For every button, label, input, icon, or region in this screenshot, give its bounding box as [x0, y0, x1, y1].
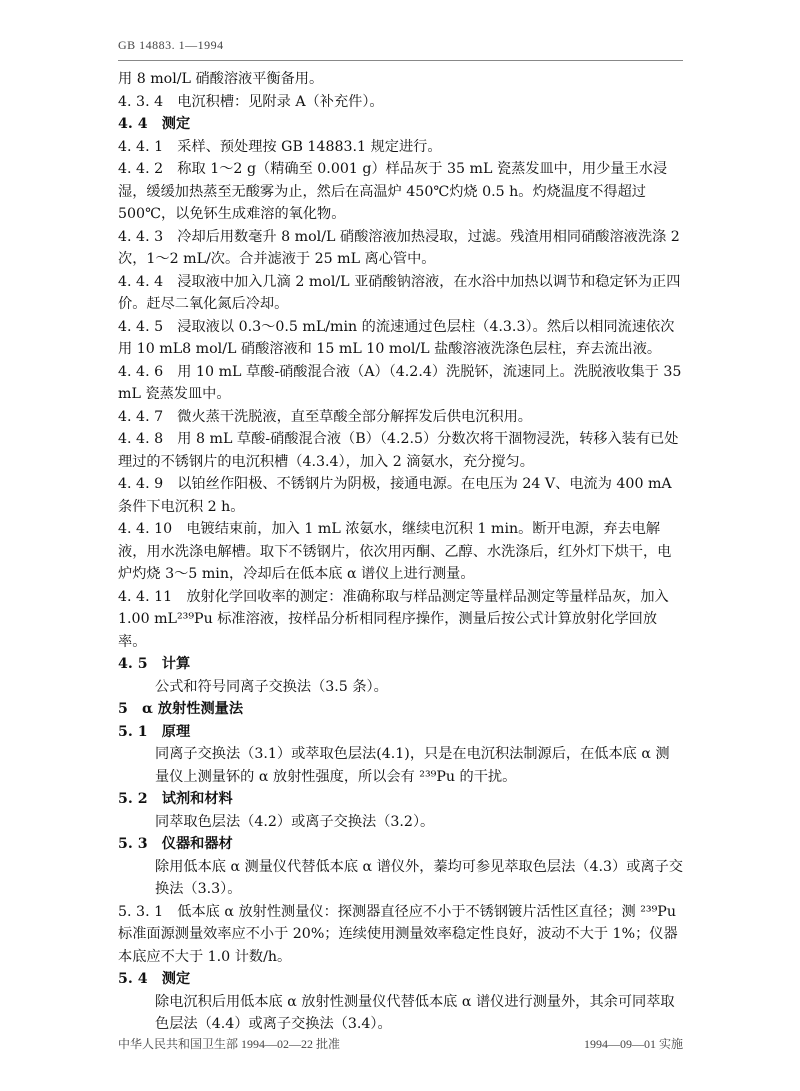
paragraph-line: 除用低本底 α 测量仪代替低本底 α 谱仪外，蓁均可参见萃取色层法（4.3）或离子交换法（3.3）。 [155, 858, 683, 897]
section-heading: 5 α 放射性测量法 [118, 701, 244, 717]
header-rule [118, 60, 683, 61]
section-heading: 5. 2 试剂和材料 [118, 791, 233, 807]
paragraph-line: 同离子交换法（3.1）或萃取色层法(4.1)，只是在电沉积法制源后，在低本底 α 测量仪上测量钚的 α 放射性强度，所以会有 ²³⁹Pu 的干扰。 [155, 746, 670, 785]
effective-date: 1994—09—01 实施 [583, 1037, 683, 1051]
document-body [118, 68, 683, 1036]
section-heading: 4. 5 计算 [118, 656, 191, 672]
clause-4-4-4: 4. 4. 4 浸取液中加入几滴 2 mol/L 亚硝酸钠溶液，在水浴中加热以调节和稳定钚为正四价。赶尽二氧化氮后冷却。 [118, 273, 681, 312]
section-heading: 5. 4 测定 [118, 971, 191, 987]
clause-4-4-5: 4. 4. 5 浸取液以 0.3～0.5 mL/min 的流速通过色层柱（4.3.3）。然后以相同流速依次用 10 mL8 mol/L 硝酸溶液和 15 mL 10 mol/L 盐酸溶液洗涤色层柱，弃去流出液。 [118, 318, 675, 357]
paragraph-line: 用 8 mol/L 硝酸溶液平衡备用。 [118, 71, 324, 87]
clause-4-4-8: 4. 4. 8 用 8 mL 草酸-硝酸混合液（B）（4.2.5）分数次将干涸物浸洗，转移入装有已处理过的不锈钢片的电沉积槽（4.3.4），加入 2 滴氨水，充分搅匀。 [118, 431, 679, 470]
paragraph-line: 除电沉积后用低本底 α 放射性测量仪代替低本底 α 谱仪进行测量外，其余可同萃取色层法（4.4）或离子交换法（3.4）。 [155, 993, 675, 1032]
clause-4-4-7: 4. 4. 7 微火蒸干洗脱液，直至草酸全部分解挥发后供电沉积用。 [118, 408, 532, 425]
paragraph-line: 同萃取色层法（4.2）或离子交换法（3.2）。 [155, 813, 435, 830]
clause-4-4-1: 4. 4. 1 采样、预处理按 GB 14883.1 规定进行。 [118, 138, 442, 155]
clause-4-4-3: 4. 4. 3 冷却后用数毫升 8 mol/L 硝酸溶液加热浸取，过滤。残渣用相同硝酸溶液洗涤 2 次，1～2 mL/次。合并滤液于 25 mL 离心管中。 [118, 228, 680, 267]
section-heading: 5. 3 仪器和器材 [118, 836, 233, 852]
section-heading: 5. 1 原理 [118, 723, 191, 740]
page-header: GB 14883. 1—1994 [118, 38, 224, 52]
clause-4-4-11: 4. 4. 11 放射化学回收率的测定：准确称取与样品测定等量样品测定等量样品灰，加入 1.00 mL²³⁹Pu 标准溶液，按样品分析相同程序操作，测量后按公式计算放射化学回放率。 [118, 588, 669, 650]
clause-4-4-10: 4. 4. 10 电镀结束前，加入 1 mL 浓氨水，继续电沉积 1 min。断开电源，弃去电解液，用水洗涤电解槽。取下不锈钢片，依次用丙酮、乙醇、水洗涤后，红外灯下烘干，电炉灼烧 3～5 min，冷却后在低本底 α 谱仪上进行测量。 [118, 521, 672, 582]
page-footer [118, 1035, 683, 1052]
clause-4-4-6: 4. 4. 6 用 10 mL 草酸-硝酸混合液（A）（4.2.4）洗脱钚，流速同上。洗脱液收集于 35 mL 瓷蒸发皿中。 [118, 363, 682, 402]
approval-date: 中华人民共和国卫生部 1994—02—22 批准 [118, 1037, 341, 1051]
clause-4-3-4: 4. 3. 4 电沉积槽：见附录 A（补充件）。 [118, 93, 384, 110]
clause-4-4-9: 4. 4. 9 以铂丝作阳极、不锈钢片为阴极，接通电源。在电压为 24 V、电流为 400 mA 条件下电沉积 2 h。 [118, 476, 672, 515]
section-heading: 4. 4 测定 [118, 116, 191, 132]
clause-4-4-2: 4. 4. 2 称取 1～2 g（精确至 0.001 g）样品灰于 35 mL 瓷蒸发皿中，用少量王水浸湿，缓缓加热蒸至无酸雾为止，然后在高温炉 450℃灼烧 0.5 h。灼烧温度不得超过 500℃，以免钚生成难溶的氧化物。 [118, 161, 668, 222]
clause-5-3-1: 5. 3. 1 低本底 α 放射性测量仪：探测器直径应不小于不锈钢镀片活性区直径；测 ²³⁹Pu 标准面源测量效率应不小于 20%；连续使用测量效率稳定性良好，波动不大于 1%；仪器本底应不大于 1.0 计数/h。 [118, 903, 678, 965]
paragraph-line: 公式和符号同离子交换法（3.5 条）。 [155, 678, 388, 695]
